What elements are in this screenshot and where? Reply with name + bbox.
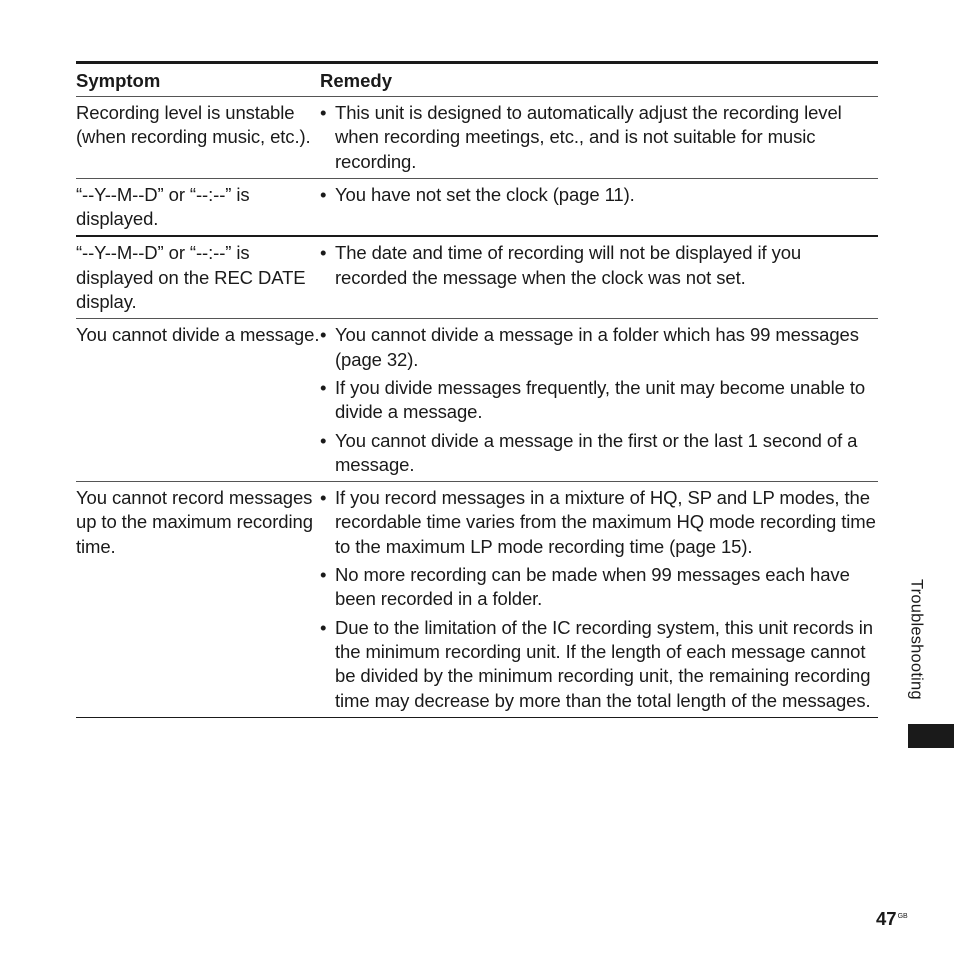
remedy-text: You cannot divide a message in a folder which has 99 messages (page 32). [335,324,859,370]
symptom-column-header: Symptom [76,70,161,91]
bullet-icon: • [320,324,327,346]
table-row [76,319,878,482]
bullet-icon: • [320,616,327,638]
section-side-tab [908,566,924,712]
remedy-cell [320,237,878,318]
remedy-item [320,376,878,425]
remedy-list [320,323,878,477]
troubleshooting-table [76,61,878,718]
remedy-item [320,429,878,478]
remedy-text: You have not set the clock (page 11). [335,183,635,205]
bullet-icon: • [320,242,327,264]
remedy-column-header: Remedy [320,70,392,91]
remedy-text: Due to the limitation of the IC recording system, this unit records in the minimum recording unit. If the length of each message cannot be divided by the minimum recording unit, the remaining recording time may decrease by more than the total length of the messages. [335,616,873,711]
remedy-list [320,486,878,713]
remedy-text: If you divide messages frequently, the unit may become unable to divide a message. [335,376,866,423]
page-number-value: 47 [876,908,897,929]
remedy-text: The date and time of recording will not be displayed if you recorded the message when the clock was not set. [335,242,802,288]
remedy-cell [320,482,878,717]
bullet-icon: • [320,102,327,123]
symptom-cell: You cannot record messages up to the maximum recording time. [76,487,313,557]
remedy-cell [320,97,878,178]
remedy-text: No more recording can be made when 99 messages each have been recorded in a folder. [335,564,850,610]
remedy-list [320,241,878,290]
bullet-icon: • [320,183,327,205]
bullet-icon: • [320,564,327,586]
page-number [876,908,908,930]
table-body [76,97,878,718]
remedy-item [320,486,878,559]
symptom-cell: “--Y--M--D” or “--:--” is displayed. [76,183,250,230]
page-number-suffix: GB [897,912,908,920]
symptom-cell: “--Y--M--D” or “--:--” is displayed on the REC DATE display. [76,242,306,313]
symptom-cell: Recording level is unstable (when recording music, etc.). [76,102,311,148]
table-header-row [76,64,878,97]
table-row [76,482,878,718]
remedy-item [320,241,878,290]
remedy-list [320,183,878,207]
remedy-cell [320,319,878,481]
section-thumb-marker [908,724,954,748]
table-row [76,179,878,238]
table-row [76,97,878,179]
remedy-item [320,616,878,713]
remedy-item [320,183,878,207]
bullet-icon: • [320,429,327,451]
bullet-icon: • [320,376,327,398]
section-side-tab-label: Troubleshooting [907,578,926,700]
remedy-text: You cannot divide a message in the first or the last 1 second of a message. [335,429,858,475]
remedy-item [320,563,878,612]
remedy-text: This unit is designed to automatically adjust the recording level when recording meetings, etc., and is not suitable for music recording. [335,102,842,172]
remedy-list [320,101,878,174]
remedy-item [320,323,878,372]
table-row [76,237,878,319]
remedy-cell [320,179,878,236]
symptom-cell: You cannot divide a message. [76,324,320,346]
remedy-text: If you record messages in a mixture of HQ, SP and LP modes, the recordable time varies from the maximum HQ mode recording time to the maximum LP mode recording time (page 15). [335,487,876,557]
remedy-item [320,101,878,174]
bullet-icon: • [320,487,327,509]
